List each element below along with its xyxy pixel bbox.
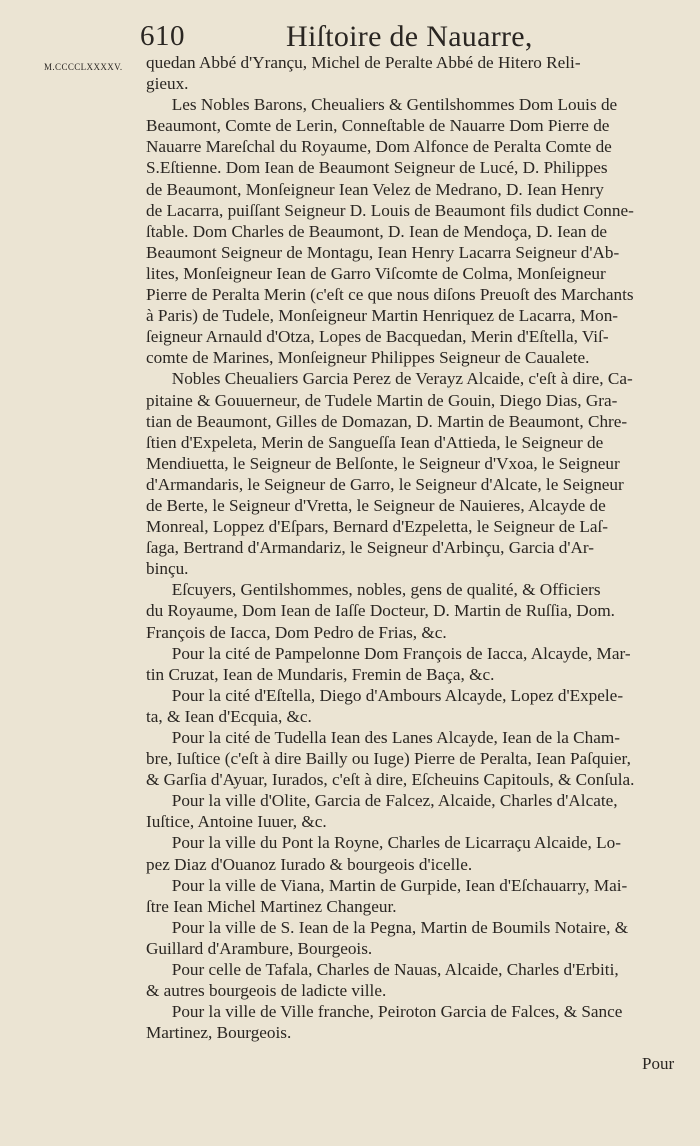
text-line: de Lacarra, puiſſant Seigneur D. Louis de Beaumont fils dudict Conne- bbox=[146, 200, 634, 220]
text-line: Eſcuyers, Gentilshommes, nobles, gens de qualité, & Officiers bbox=[146, 580, 601, 600]
text-line: du Royaume, Dom Iean de Iaſſe Docteur, D. Martin de Ruſſia, Dom. bbox=[146, 601, 615, 621]
text-line: lites, Monſeigneur Iean de Garro Viſcomte de Colma, Monſeigneur bbox=[146, 263, 606, 283]
text-line: Pour la ville de Viana, Martin de Gurpide, Iean d'Eſchauarry, Mai- bbox=[146, 875, 628, 895]
page-number: 610 bbox=[140, 20, 185, 52]
text-line: Pierre de Peralta Merin (c'eſt ce que nous diſons Preuoſt des Marchants bbox=[146, 285, 634, 305]
text-line: ſtable. Dom Charles de Beaumont, D. Iean de Mendoça, D. Iean de bbox=[146, 221, 608, 241]
text-line: Beaumont Seigneur de Montagu, Iean Henry Lacarra Seigneur d'Ab- bbox=[146, 242, 620, 262]
text-line: & autres bourgeois de ladicte ville. bbox=[146, 981, 387, 1001]
text-line: ta, & Iean d'Ecquia, &c. bbox=[146, 706, 312, 726]
catchword: Pour bbox=[642, 1054, 675, 1073]
text-line: Pour celle de Tafala, Charles de Nauas, Alcaide, Charles d'Erbiti, bbox=[146, 960, 619, 980]
running-title: Hiſtoire de Nauarre, bbox=[286, 20, 533, 53]
text-line: Pour la cité d'Eſtella, Diego d'Ambours Alcayde, Lopez d'Expele- bbox=[146, 685, 624, 705]
text-line: S.Eſtienne. Dom Iean de Beaumont Seigneur de Lucé, D. Philippes bbox=[146, 158, 608, 178]
text-line: Pour la ville d'Olite, Garcia de Falcez, Alcaide, Charles d'Alcate, bbox=[146, 791, 618, 811]
text-line: Pour la cité de Tudella Iean des Lanes Alcayde, Iean de la Cham- bbox=[146, 728, 620, 747]
text-line: François de Iacca, Dom Pedro de Frias, &c. bbox=[146, 622, 447, 642]
text-line: pitaine & Gouuerneur, de Tudele Martin de Gouin, Diego Dias, Gra- bbox=[146, 390, 618, 410]
text-line: Mendiuetta, le Seigneur de Belſonte, le Seigneur d'Vxoa, le Seigneur bbox=[146, 453, 620, 473]
text-line: à Paris) de Tudele, Monſeigneur Martin Henriquez de Lacarra, Mon- bbox=[146, 306, 619, 326]
text-line: Martinez, Bourgeois. bbox=[146, 1023, 292, 1043]
text-line: Iuſtice, Antoine Iuuer, &c. bbox=[146, 812, 327, 832]
text-line: d'Armandaris, le Seigneur de Garro, le Seigneur d'Alcate, le Seigneur bbox=[146, 474, 624, 494]
text-line: ſaga, Bertrand d'Armandariz, le Seigneur d'Arbinçu, Garcia d'Ar- bbox=[146, 538, 595, 558]
text-line: tin Cruzat, Iean de Mundaris, Fremin de Baça, &c. bbox=[146, 664, 495, 684]
text-line: Pour la ville de S. Iean de la Pegna, Martin de Boumils Notaire, & bbox=[146, 917, 629, 937]
body-text bbox=[146, 52, 676, 1043]
text-line: Nobles Cheualiers Garcia Perez de Verayz Alcaide, c'eſt à dire, Ca- bbox=[146, 369, 633, 389]
marginal-year-note: M.CCCCLXXXXV. bbox=[44, 62, 123, 72]
text-line: comte de Marines, Monſeigneur Philippes Seigneur de Caualete. bbox=[146, 348, 590, 368]
text-line: gieux. bbox=[146, 74, 189, 94]
text-line: Beaumont, Comte de Lerin, Conneſtable de Nauarre Dom Pierre de bbox=[146, 116, 610, 136]
text-line: de Berte, le Seigneur d'Vretta, le Seigneur de Nauieres, Alcayde de bbox=[146, 495, 606, 515]
text-line: ſtre Iean Michel Martinez Changeur. bbox=[146, 896, 397, 916]
text-line: Les Nobles Barons, Cheualiers & Gentilshommes Dom Louis de bbox=[146, 95, 618, 115]
text-line: de Beaumont, Monſeigneur Iean Velez de Medrano, D. Iean Henry bbox=[146, 179, 604, 199]
text-line: tian de Beaumont, Gilles de Domazan, D. Martin de Beaumont, Chre- bbox=[146, 411, 628, 431]
text-line: pez Diaz d'Ouanoz Iurado & bourgeois d'icelle. bbox=[146, 854, 473, 874]
text-line: quedan Abbé d'Yrançu, Michel de Peralte Abbé de Hitero Reli- bbox=[146, 53, 581, 72]
text-line: Pour la ville du Pont la Royne, Charles de Licarraçu Alcaide, Lo- bbox=[146, 833, 621, 853]
text-line: Nauarre Mareſchal du Royaume, Dom Alfonce de Peralta Comte de bbox=[146, 137, 612, 157]
text-line: ſeigneur Arnauld d'Otza, Lopes de Bacquedan, Merin d'Eſtella, Viſ- bbox=[146, 327, 609, 347]
text-line: binçu. bbox=[146, 559, 189, 579]
text-line: Pour la cité de Pampelonne Dom François de Iacca, Alcayde, Mar- bbox=[146, 643, 631, 663]
text-line: bre, Iuſtice (c'eſt à dire Bailly ou Iuge) Pierre de Peralta, Iean Paſquier, bbox=[146, 749, 631, 769]
text-line: & Garſia d'Ayuar, Iurados, c'eſt à dire, Eſcheuins Capitouls, & Conſula. bbox=[146, 770, 635, 790]
text-line: Guillard d'Arambure, Bourgeois. bbox=[146, 938, 373, 958]
text-line: Pour la ville de Ville franche, Peiroton Garcia de Falces, & Sance bbox=[146, 1002, 623, 1022]
text-line: Monreal, Loppez d'Eſpars, Bernard d'Ezpeletta, le Seigneur de Laſ- bbox=[146, 517, 608, 537]
text-line: ſtien d'Expeleta, Merin de Sangueſſa Iean d'Attieda, le Seigneur de bbox=[146, 432, 604, 452]
